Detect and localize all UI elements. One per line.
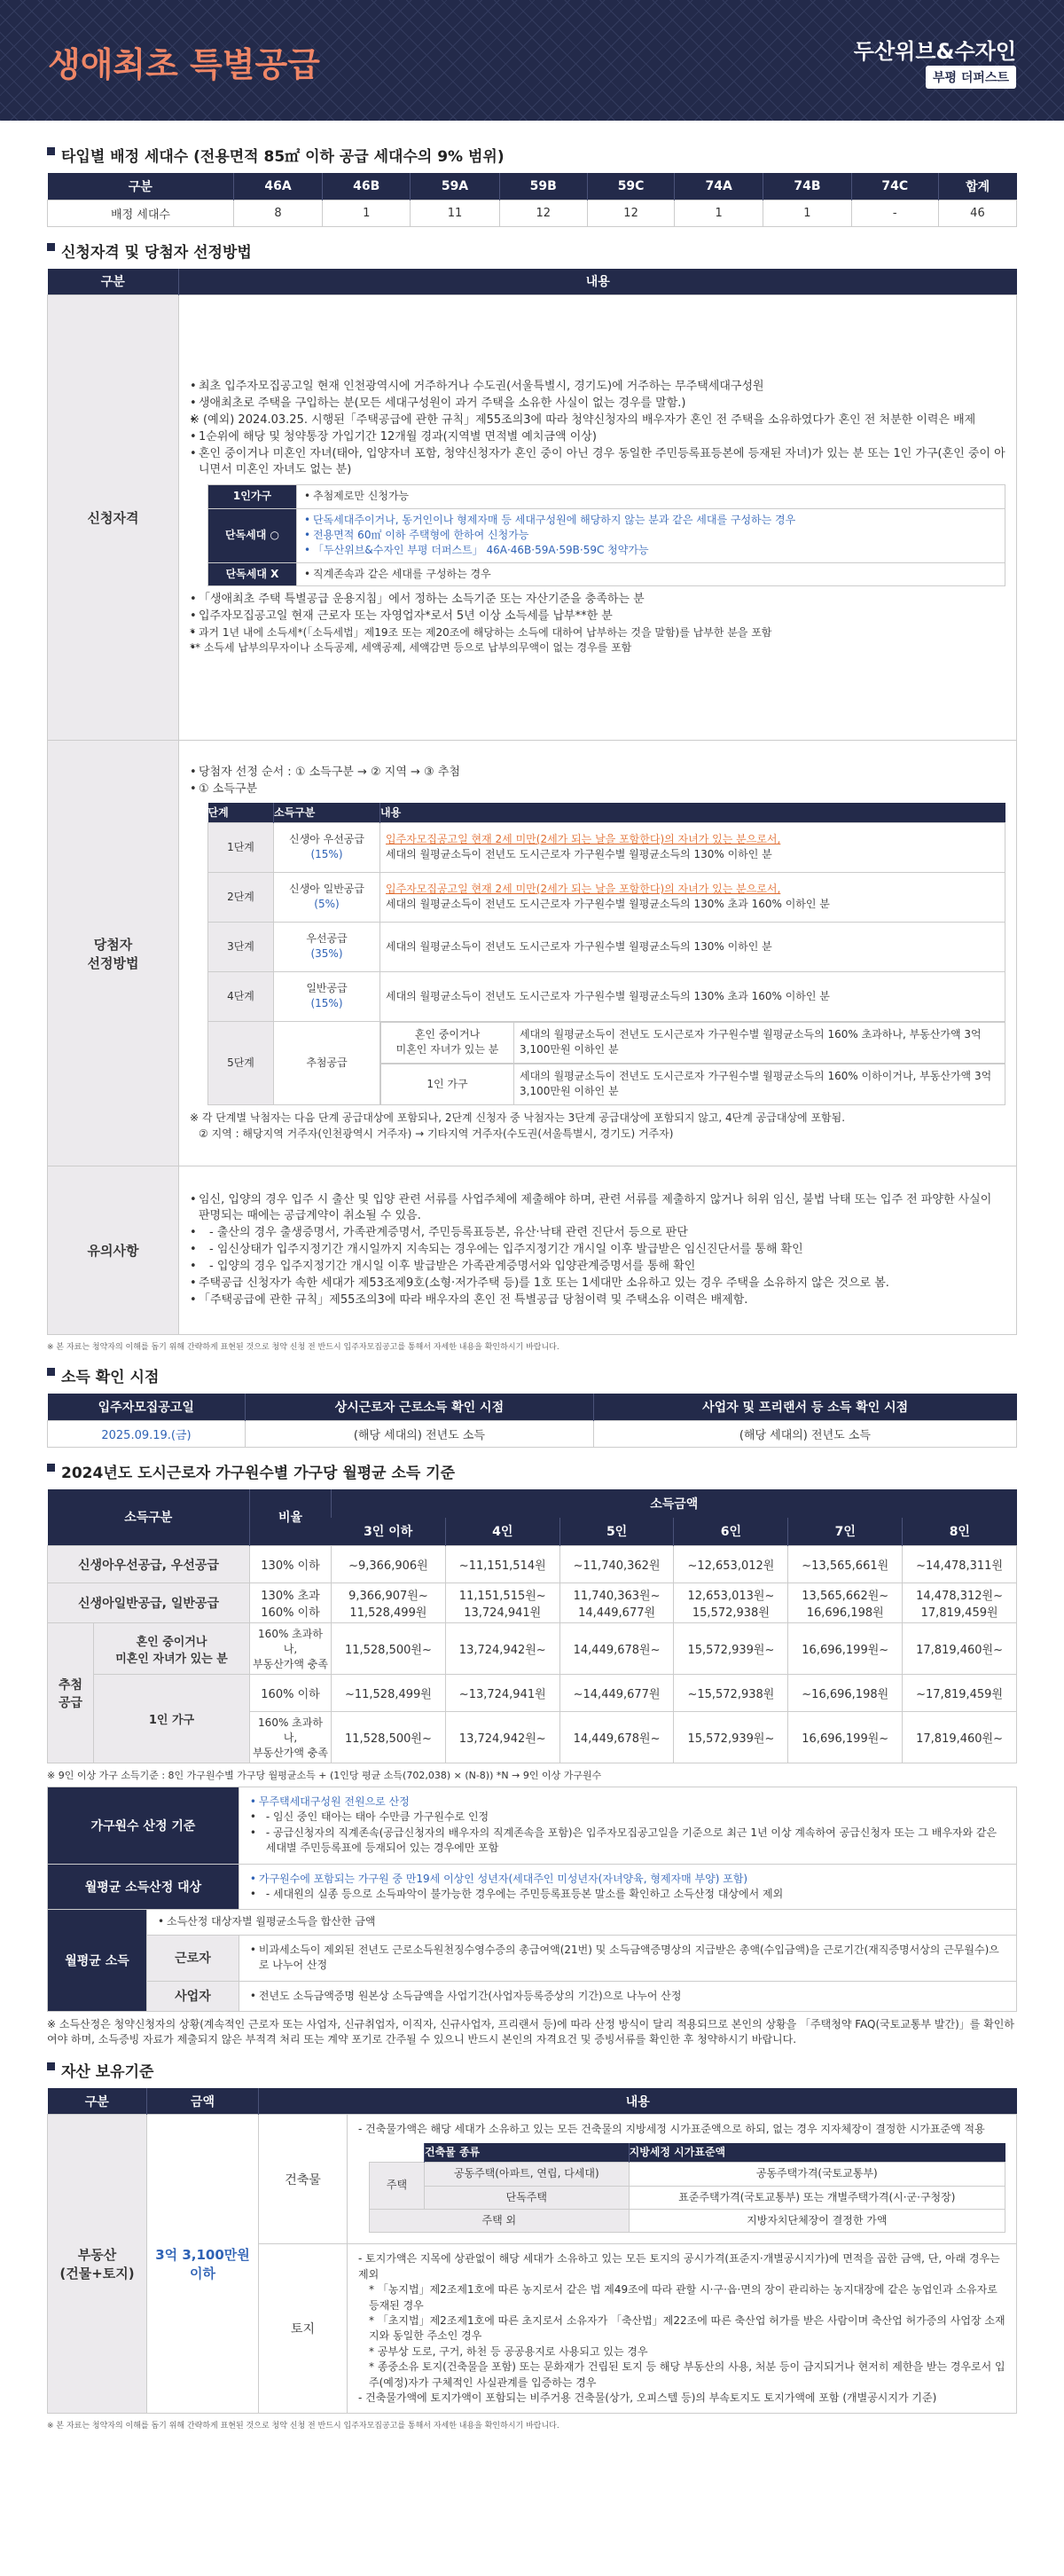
household-rule: • 단독세대주이거나, 동거인이나 형제자매 등 세대구성원에 해당하지 않는 분과 같은 세대를 구성하는 경우 <box>304 513 998 528</box>
income-row-priority: 신생아우선공급, 우선공급 <box>48 1546 250 1583</box>
eligibility-item-2: • ** 소득세 납부의무자이나 소득공제, 세액공제, 세액감면 등으로 납부의무액이 없는 경우를 포함 <box>190 640 1005 656</box>
alloc-cell: 12 <box>499 200 587 226</box>
asset-col-amount: 금액 <box>147 2088 259 2115</box>
household-type: 단독세대 ○ <box>208 508 297 562</box>
building-type: 주택 외 <box>370 2210 630 2233</box>
alloc-col-header: 46B <box>323 173 411 200</box>
income-target-item: • 가구원수에 포함되는 가구원 중 만19세 이상인 성년자(세대주인 미성년자(자녀양육, 형제자매 부양) 포함) <box>250 1872 1005 1887</box>
step-condition-2: 세대의 월평균소득이 전년도 도시근로자 가구원수별 월평균소득의 130% 초과 160% 이하인 분 <box>386 989 830 1002</box>
selection-note-2: ② 지역 : 해당지역 거주자(인천광역시 거주자) → 기타지역 거주자(수도권(서울특별시, 경기도) 거주자) <box>199 1127 674 1140</box>
building-head-price: 지방세정 시가표준액 <box>629 2143 1005 2163</box>
alloc-col-header: 59B <box>499 173 587 200</box>
asset-label-building: 건축물 <box>259 2115 348 2244</box>
timing-col-header: 입주자모집공고일 <box>48 1394 246 1420</box>
eligibility-item: • ※ (예외) 2024.03.25. 시행된「주택공급에 관한 규칙」제55조의3에 따라 청약신청자의 배우자가 혼인 전 주택을 소유하였다가 혼인 전 처분한 이력은 배제 <box>190 412 1005 429</box>
land-desc <box>358 2251 1005 2406</box>
business-desc: • 전년도 소득금액증명 원본상 소득금액을 사업기간(사업자등록증상의 기간)으로 나누어 산정 <box>250 1989 1005 2004</box>
income-value: ~17,819,459원 <box>903 1675 1017 1712</box>
selection-note-1: ※ 각 단계별 낙첨자는 다음 단계 공급대상에 포함되나, 2단계 신청자 중 낙첨자는 3단계 공급대상에 포함되지 않고, 4단계 공급대상에 포함됨. <box>190 1111 846 1125</box>
eligibility-item-2: • 입주자모집공고일 현재 근로자 또는 자영업자*로서 5년 이상 소득세를 납부**한 분 <box>190 609 1005 625</box>
eligibility-list <box>190 379 1005 479</box>
step-col-header: 소득구분 <box>274 803 380 822</box>
income-ratio: 130% 이하 <box>250 1546 332 1583</box>
income-value: ~9,366,906원 <box>332 1546 446 1583</box>
section-title-eligibility: 신청자격 및 당첨자 선정방법 <box>47 240 1017 262</box>
asset-col-category: 구분 <box>48 2088 147 2115</box>
lottery-married-cond: 세대의 월평균소득이 전년도 도시근로자 가구원수별 월평균소득의 160% 초과하나, 부동산가액 3억 3,100만원 이하인 분 <box>514 1022 1005 1063</box>
income-col-header: 6인 <box>674 1518 788 1546</box>
income-ratio: 160% 이하 <box>250 1675 332 1712</box>
income-row-general: 신생아일반공급, 일반공급 <box>48 1583 250 1623</box>
household-rule: • 추첨제로만 신청가능 <box>304 489 998 504</box>
step-label: 5단계 <box>208 1021 274 1105</box>
alloc-cell: 1 <box>763 200 851 226</box>
alloc-col-header: 59A <box>411 173 499 200</box>
caution-item: • 「주택공급에 관한 규칙」제55조의3에 따라 배우자의 혼인 전 특별공급 당첨이력 및 주택소유 이력은 배제함. <box>190 1292 1005 1309</box>
step-percent: (35%) <box>310 947 343 961</box>
caution-item: • 주택공급 신청자가 속한 세대가 제53조제9호(소형·저가주택 등)를 1호 또는 1세대만 소유하고 있는 경우 주택을 소유하지 않은 것으로 봄. <box>190 1276 1005 1292</box>
caution-item: • 임신, 입양의 경우 입주 시 출산 및 입양 관련 서류를 사업주체에 제출해야 하며, 관련 서류를 제출하지 않거나 허위 임신, 불법 낙태 또는 입주 전 파양한 사실이 판명되는 때에는 공급계약이 취소될 수 있음. <box>190 1192 1005 1226</box>
land-item: - 건축물가액에 토지가액이 포함되는 비주거용 건축물(상가, 오피스텔 등)의 부속토지도 토지가액에 포함 (개별공시지가 기준) <box>358 2391 937 2404</box>
alloc-cell: 12 <box>587 200 674 226</box>
land-item: * 「초지법」제2조제1호에 따른 초지로서 소유자가 「축산법」제22조에 따른 축산업 허가를 받은 사람이며 축산업 허가증의 사업장 소재지와 동일한 주소인 경우 <box>369 2314 1005 2343</box>
income-value: ~11,740,362원 <box>559 1546 674 1583</box>
household-rule: • 「두산위브&수자인 부평 더퍼스트」 46A·46B·59A·59B·59C 청약가능 <box>304 543 998 558</box>
worker-desc: • 비과세소득이 제외된 전년도 근로소득원천징수영수증의 총급여액(21번) 및 소득금액증명상의 지급받은 총액(수입금액)을 근로기간(재직증명서상의 근무월수)으로 나누어 산정 <box>250 1943 1005 1974</box>
lottery-married: 혼인 중이거나 미혼인 자녀가 있는 분 <box>381 1022 514 1063</box>
step-label: 4단계 <box>208 971 274 1021</box>
step-col-header: 내용 <box>380 803 1005 822</box>
asset-label-realestate: 부동산 (건물+토지) <box>48 2115 147 2414</box>
col-header-ratio: 비율 <box>250 1489 332 1546</box>
label-eligibility: 신청자격 <box>48 295 179 741</box>
income-value: 14,478,312원~ 17,819,459원 <box>903 1583 1017 1623</box>
asset-table <box>47 2088 1017 2414</box>
alloc-col-header: 59C <box>587 173 674 200</box>
caution-item: • - 출산의 경우 출생증명서, 가족관계증명서, 주민등록표등본, 유산·낙태 관련 진단서 등으로 판단 <box>190 1225 1005 1242</box>
eligibility-item-2: • * 과거 1년 내에 소득세*(「소득세법」제19조 또는 제20조에 해당하는 소득에 대하여 납부하는 것을 말함)를 납부한 분을 포함 <box>190 625 1005 640</box>
alloc-cell: 1 <box>323 200 411 226</box>
section-title-income-standard: 2024년도 도시근로자 가구원수별 가구당 월평균 소득 기준 <box>47 1460 1017 1482</box>
disclaimer-1: ※ 본 자료는 청약자의 이해를 돕기 위해 간략하게 표현된 것으로 청약 신청 전 반드시 입주자모집공고를 통해서 자세한 내용을 확인하시기 바랍니다. <box>47 1343 559 1352</box>
income-target-item: • - 세대원의 실종 등으로 소득파악이 불가능한 경우에는 주민등록표등본 말소를 확인하고 소득산정 대상에서 제외 <box>250 1887 1005 1902</box>
alloc-cell: 1 <box>675 200 763 226</box>
timing-cell: 2025.09.19.(금) <box>48 1420 246 1447</box>
label-business: 사업자 <box>147 1981 239 2011</box>
income-value: 13,724,942원~ <box>445 1623 559 1675</box>
timing-col-header: 상시근로자 근로소득 확인 시점 <box>246 1394 594 1420</box>
income-ratio: 130% 초과 160% 이하 <box>250 1583 332 1623</box>
building-type: 공동주택(아파트, 연립, 다세대) <box>425 2163 630 2186</box>
asset-limit: 3억 3,100만원 이하 <box>147 2115 259 2414</box>
income-col-header: 8인 <box>903 1518 1017 1546</box>
selection-criterion: • ① 소득구분 <box>190 781 1005 798</box>
income-value: 11,151,515원~ 13,724,941원 <box>445 1583 559 1623</box>
eligibility-item: • 혼인 중이거나 미혼인 자녀(태아, 입양자녀 포함, 청약신청자가 혼인 중이 아닌 경우 동일한 주민등록표등본에 등재된 자녀)가 있는 분 또는 1인 가구(혼인 중이 아니면서 미혼인 자녀도 없는 분) <box>190 446 1005 480</box>
building-desc: - 건축물가액은 해당 세대가 소유하고 있는 모든 건축물의 지방세정 시가표준액으로 하되, 없는 경우 지자체장이 결정한 시가표준액 적용 <box>358 2123 985 2136</box>
step-income: 추첨공급 <box>274 1021 380 1105</box>
income-value: 11,528,500원~ <box>332 1623 446 1675</box>
step-condition-1: 입주자모집공고일 현재 2세 미만(2세가 되는 날을 포함한다)의 자녀가 있는 분으로서, <box>386 833 781 846</box>
building-head-type: 건축물 종류 <box>425 2143 630 2163</box>
caution-list <box>190 1192 1005 1309</box>
income-row-single: 1인 가구 <box>94 1675 250 1763</box>
income-ratio: 160% 초과하나, 부동산가액 충족 <box>250 1712 332 1763</box>
income-timing-table <box>47 1394 1017 1448</box>
alloc-cell: 배정 세대수 <box>48 200 234 226</box>
income-value: 11,528,500원~ <box>332 1712 446 1763</box>
alloc-col-header: 74B <box>763 173 851 200</box>
income-value: 13,565,662원~ 16,696,198원 <box>788 1583 903 1623</box>
eligibility-list-2 <box>190 592 1005 656</box>
income-col-header: 3인 이하 <box>332 1518 446 1546</box>
household-table <box>207 484 1005 586</box>
household-count-item: • - 임신 중인 태아는 태아 수만큼 가구원수로 인정 <box>250 1810 1005 1825</box>
eligibility-item: • 생애최초로 주택을 구입하는 분(모든 세대구성원이 과거 주택을 소유한 사실이 없는 경우를 말함.) <box>190 396 1005 412</box>
household-type: 1인가구 <box>208 485 297 508</box>
brand-name: 두산위브&수자인 <box>853 39 1016 64</box>
col-header-amount: 소득금액 <box>332 1489 1017 1518</box>
land-item: - 토지가액은 지목에 상관없이 해당 세대가 소유하고 있는 모든 토지의 공시가격(표준지·개별공시지가)에 면적을 곱한 금액, 단, 아래 경우는 제외 <box>358 2252 1000 2281</box>
asset-col-content: 내용 <box>259 2088 1017 2115</box>
caution-item: • - 임신상태가 입주지정기간 개시일까지 지속되는 경우에는 입주지정기간 개시일 이후 발급받은 임신진단서를 통해 확인 <box>190 1242 1005 1259</box>
timing-col-header: 사업자 및 프리랜서 등 소득 확인 시점 <box>593 1394 1016 1420</box>
col-header-content: 내용 <box>179 269 1017 295</box>
eligibility-item: • 최초 입주자모집공고일 현재 인천광역시에 거주하거나 수도권(서울특별시, 경기도)에 거주하는 무주택세대구성원 <box>190 379 1005 396</box>
step-income: 신생아 우선공급 <box>289 833 364 846</box>
step-condition-2: 세대의 월평균소득이 전년도 도시근로자 가구원수별 월평균소득의 130% 이하인 분 <box>386 939 772 953</box>
income-value: ~11,151,514원 <box>445 1546 559 1583</box>
section-title-allocation: 타입별 배정 세대수 (전용면적 85㎡ 이하 공급 세대수의 9% 범위) <box>47 144 1017 166</box>
income-ratio: 160% 초과하나, 부동산가액 충족 <box>250 1623 332 1675</box>
lottery-single-cond: 세대의 월평균소득이 전년도 도시근로자 가구원수별 월평균소득의 160% 이하이거나, 부동산가액 3억 3,100만원 이하인 분 <box>514 1064 1005 1104</box>
step-label: 2단계 <box>208 872 274 922</box>
household-type: 단독세대 X <box>208 562 297 585</box>
selection-order: • 당첨자 선정 순서 : ① 소득구분 → ② 지역 → ③ 추첨 <box>190 765 1005 781</box>
step-income: 일반공급 <box>306 982 348 995</box>
income-criteria-table <box>47 1787 1017 2012</box>
building-price: 표준주택가격(국토교통부) 또는 개별주택가격(시·군·구청장) <box>629 2186 1005 2209</box>
income-value: ~14,478,311원 <box>903 1546 1017 1583</box>
income-col-header: 5인 <box>559 1518 674 1546</box>
income-row-married: 혼인 중이거나 미혼인 자녀가 있는 분 <box>94 1623 250 1675</box>
timing-cell: (해당 세대의) 전년도 소득 <box>246 1420 594 1447</box>
income-value: ~11,528,499원 <box>332 1675 446 1712</box>
income-value: 11,740,363원~ 14,449,677원 <box>559 1583 674 1623</box>
timing-cell: (해당 세대의) 전년도 소득 <box>593 1420 1016 1447</box>
allocation-table <box>47 173 1017 227</box>
income-standard-table <box>47 1489 1017 1764</box>
asset-label-land: 토지 <box>259 2244 348 2414</box>
alloc-cell: 46 <box>938 200 1016 226</box>
section-title-asset: 자산 보유기준 <box>47 2059 1017 2081</box>
step-condition-2: 세대의 월평균소득이 전년도 도시근로자 가구원수별 월평균소득의 130% 이하인 분 <box>386 848 772 861</box>
brand-sub: 부평 더퍼스트 <box>926 66 1016 89</box>
income-value: 17,819,460원~ <box>903 1712 1017 1763</box>
step-income: 우선공급 <box>306 932 348 946</box>
income-value: ~14,449,677원 <box>559 1675 674 1712</box>
lottery-single: 1인 가구 <box>381 1064 514 1104</box>
eligibility-item-2: • 「생애최초 주택 특별공급 운용지침」에서 정하는 소득기준 또는 자산기준을 충족하는 분 <box>190 592 1005 609</box>
caution-item: • - 입양의 경우 입주지정기간 개시일 이후 발급받은 가족관계증명서와 입양관계증명서를 통해 확인 <box>190 1259 1005 1276</box>
label-monthly-income: 월평균 소득 <box>48 1910 147 2012</box>
income-value: ~15,572,938원 <box>674 1675 788 1712</box>
household-count-item: • - 공급신청자의 직계존속(공급신청자의 배우자의 직계존속을 포함)은 입주자모집공고일을 기준으로 최근 1년 이상 계속하여 공급신청자 또는 그 배우자와 같은 세대별 주민등록표에 등재되어 있는 경우에만 포함 <box>250 1826 1005 1857</box>
step-label: 1단계 <box>208 822 274 872</box>
income-value: 12,653,013원~ 15,572,938원 <box>674 1583 788 1623</box>
step-label: 3단계 <box>208 922 274 971</box>
income-value: 14,449,678원~ <box>559 1623 674 1675</box>
col-header-division: 소득구분 <box>48 1489 250 1546</box>
alloc-col-header: 74A <box>675 173 763 200</box>
building-price: 공동주택가격(국토교통부) <box>629 2163 1005 2186</box>
income-value: 13,724,942원~ <box>445 1712 559 1763</box>
step-col-header: 단계 <box>208 803 274 822</box>
step-condition-1: 입주자모집공고일 현재 2세 미만(2세가 되는 날을 포함한다)의 자녀가 있는 분으로서, <box>386 883 781 896</box>
section-title-income-timing: 소득 확인 시점 <box>47 1364 1017 1386</box>
building-price: 지방자치단체장이 결정한 가액 <box>629 2210 1005 2233</box>
alloc-col-header: 46A <box>234 173 323 200</box>
step-income: 신생아 일반공급 <box>289 883 364 896</box>
income-value: 15,572,939원~ <box>674 1623 788 1675</box>
income-col-header: 4인 <box>445 1518 559 1546</box>
income-value: ~13,724,941원 <box>445 1675 559 1712</box>
household-count-list <box>250 1795 1005 1857</box>
land-item: * 종중소유 토지(건축물을 포함) 또는 문화재가 건립된 토지 등 해당 부동산의 사용, 처분 등이 금지되거나 현저히 제한을 받는 경우로서 입주(예정)자가 구체적인 사실관계를 입증하는 경우 <box>369 2360 1005 2389</box>
income-col-header: 7인 <box>788 1518 903 1546</box>
income-value: 15,572,939원~ <box>674 1712 788 1763</box>
income-value: 14,449,678원~ <box>559 1712 674 1763</box>
label-worker: 근로자 <box>147 1935 239 1981</box>
page-title: 생애최초 특별공급 <box>48 45 320 84</box>
income-value: ~16,696,198원 <box>788 1675 903 1712</box>
alloc-col-header: 74C <box>851 173 938 200</box>
building-house-label: 주택 <box>370 2163 425 2210</box>
step-condition-2: 세대의 월평균소득이 전년도 도시근로자 가구원수별 월평균소득의 130% 초과 160% 이하인 분 <box>386 898 830 911</box>
household-count-item: • 무주택세대구성원 전원으로 산정 <box>250 1795 1005 1810</box>
income-value: 9,366,907원~ 11,528,499원 <box>332 1583 446 1623</box>
income-value: ~12,653,012원 <box>674 1546 788 1583</box>
land-item: * 공부상 도로, 구거, 하천 등 공공용지로 사용되고 있는 경우 <box>369 2344 648 2358</box>
building-type: 단독주택 <box>425 2186 630 2209</box>
eligibility-item: • 1순위에 해당 및 청약통장 가입기간 12개월 경과(지역별 면적별 예치금액 이상) <box>190 429 1005 446</box>
income-value: 17,819,460원~ <box>903 1623 1017 1675</box>
building-type-table <box>369 2143 1005 2234</box>
disclaimer-2: ※ 본 자료는 청약자의 이해를 돕기 위해 간략하게 표현된 것으로 청약 신청 전 반드시 입주자모집공고를 통해서 자세한 내용을 확인하시기 바랍니다. <box>47 2422 559 2431</box>
income-row-lottery: 추첨 공급 <box>48 1623 94 1763</box>
col-header-category: 구분 <box>48 269 179 295</box>
household-rule: • 직계존속과 같은 세대를 구성하는 경우 <box>304 567 998 582</box>
income-note-2: ※ 소득산정은 청약신청자의 상황(계속적인 근로자 또는 사업자, 신규취업자, 이직자, 신규사업자, 프리랜서 등)에 따라 산정 방식이 달리 적용되므로 본인의 상황을 「주택청약 FAQ(국토교통부 발간)」를 확인하여야 하며, 소득증빙 자료가 제출되지 않은 부적격 처리 또는 계약 포기로 간주될 수 있으니 반드시 본인의 자격요건 및 증빙서류를 확인한 후 청약하시기 바랍니다. <box>47 2017 1014 2046</box>
alloc-cell: 11 <box>411 200 499 226</box>
step-percent: (5%) <box>314 898 340 911</box>
household-rule: • 전용면적 60㎡ 이하 주택형에 한하여 신청가능 <box>304 528 998 543</box>
eligibility-table <box>47 269 1017 1336</box>
land-item: * 「농지법」제2조제1호에 따른 농지로서 같은 법 제49조에 따라 관할 시·구·읍·면의 장이 관리하는 농지대장에 같은 농업인과 소유자로 등재된 경우 <box>369 2283 998 2312</box>
step-percent: (15%) <box>310 997 343 1010</box>
monthly-income-desc: • 소득산정 대상자별 월평균소득을 합산한 금액 <box>158 1914 1005 1929</box>
alloc-cell: - <box>851 200 938 226</box>
step-percent: (15%) <box>310 848 343 861</box>
label-income-target: 월평균 소득산정 대상 <box>48 1864 239 1910</box>
step-table <box>207 803 1005 1105</box>
income-value: ~13,565,661원 <box>788 1546 903 1583</box>
income-value: 16,696,199원~ <box>788 1623 903 1675</box>
label-household-count: 가구원수 산정 기준 <box>48 1787 239 1865</box>
alloc-col-header: 합계 <box>938 173 1016 200</box>
income-value: 16,696,199원~ <box>788 1712 903 1763</box>
label-selection: 당첨자 선정방법 <box>48 741 179 1166</box>
alloc-cell: 8 <box>234 200 323 226</box>
income-target-list <box>250 1872 1005 1903</box>
header <box>0 0 1064 121</box>
label-caution: 유의사항 <box>48 1166 179 1335</box>
income-note: ※ 9인 이상 가구 소득기준 : 8인 가구원수별 가구당 월평균소득 + (1인당 평균 소득(702,038) × (N-8)) *N → 9인 이상 가구원수 <box>47 1770 602 1781</box>
alloc-col-header: 구분 <box>48 173 234 200</box>
